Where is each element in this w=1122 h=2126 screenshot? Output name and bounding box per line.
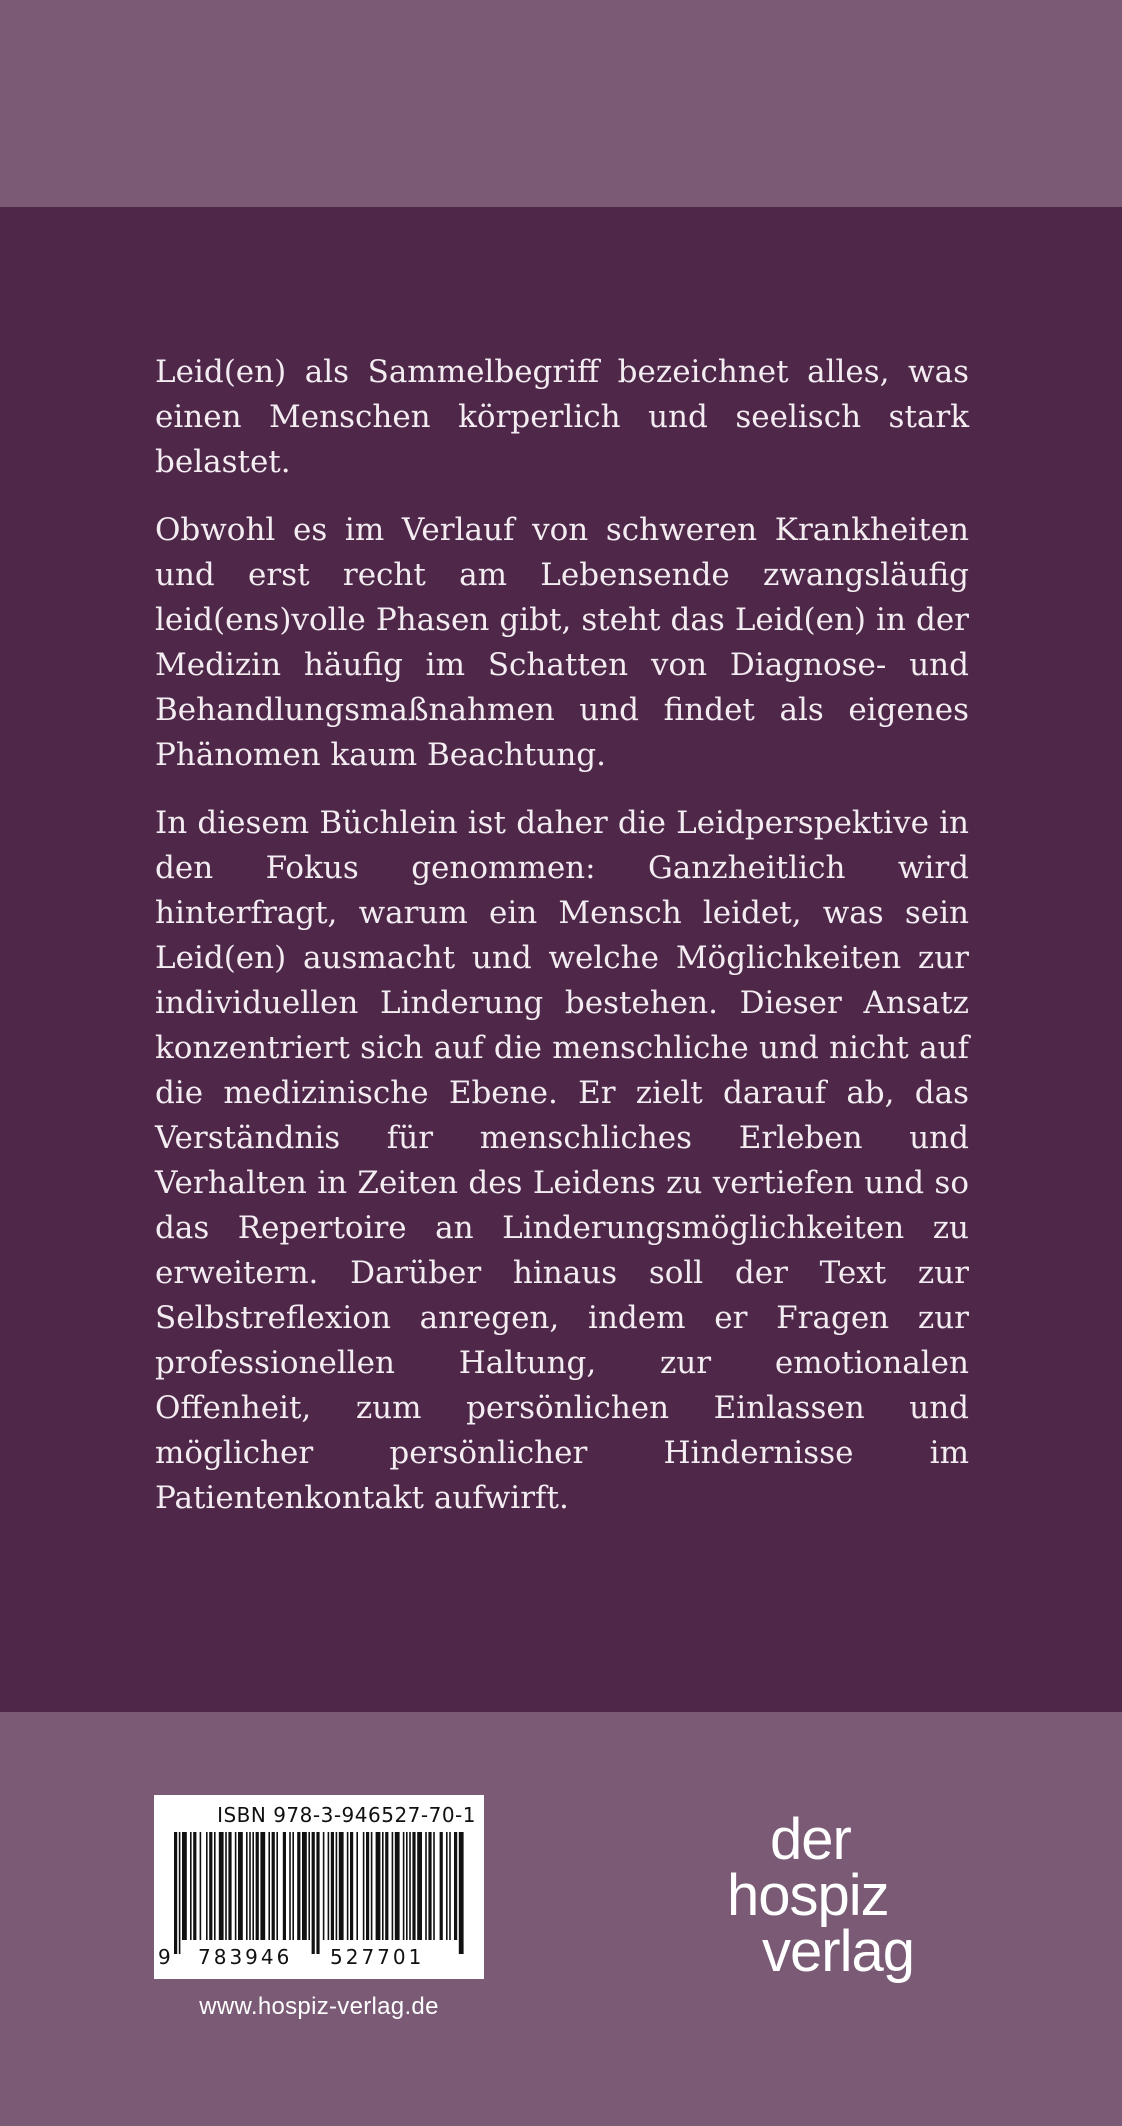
- barcode-bar: [174, 1832, 177, 1954]
- barcode-bar: [449, 1832, 451, 1940]
- barcode-bars: [174, 1832, 464, 1960]
- barcode-bar: [440, 1832, 443, 1940]
- barcode-bar: [425, 1832, 427, 1940]
- barcode-bar: [366, 1832, 369, 1940]
- barcode-bar: [292, 1832, 294, 1940]
- barcode-bar: [308, 1832, 310, 1940]
- barcode-bar: [246, 1832, 248, 1940]
- publisher-logo: [700, 1807, 930, 1984]
- barcode-bar: [395, 1832, 400, 1940]
- barcode-bar: [228, 1832, 231, 1940]
- barcode-bar: [235, 1832, 237, 1940]
- barcode-bar: [238, 1832, 243, 1940]
- logo-line-hospiz: hospiz: [727, 1863, 889, 1928]
- barcode-bar: [179, 1832, 181, 1954]
- barcode-bar: [260, 1832, 265, 1940]
- barcode-bar: [403, 1832, 405, 1940]
- logo-line-verlag: verlag: [762, 1919, 914, 1984]
- barcode-bar: [433, 1832, 435, 1940]
- barcode-bar: [268, 1832, 270, 1940]
- barcode-bar: [302, 1832, 307, 1940]
- barcode-digit-first: 9: [158, 1945, 171, 1969]
- barcode-bar: [209, 1832, 212, 1940]
- barcode-bar: [385, 1832, 388, 1940]
- barcode-bar: [249, 1832, 251, 1940]
- isbn-barcode: [154, 1795, 484, 1979]
- top-band: [0, 0, 1122, 207]
- barcode-bar: [323, 1832, 325, 1940]
- barcode-bar: [459, 1832, 464, 1954]
- blurb-paragraph-3: In diesem Büchlein ist daher die Leidperspektive in den Fokus genommen: Ganzheitlich wird hinterfragt, warum ein Mensch leidet, was sein Leid(en) ausmacht und welche Möglichkeiten zur individuellen Linderung bestehen. Dieser Ansatz konzentriert sich auf die menschliche und nicht auf die medizinische Ebene. Er zielt darauf ab, das Verständnis für menschliches Erleben und Verhalten in Zeiten des Leidens zu vertiefen und so das Repertoire an Linderungsmöglichkeiten zu erweitern. Darüber hinaus soll der Text zur Selbstreflexion anregen, indem er Fragen zur professionellen Haltung, zur emotionalen Offenheit, zum persönlichen Einlassen und möglicher persönlicher Hindernisse im Patientenkontakt aufwirft.: [155, 805, 969, 1516]
- barcode-bar: [252, 1832, 254, 1940]
- barcode-bar: [225, 1832, 227, 1940]
- barcode-bar: [219, 1832, 224, 1940]
- isbn-label: ISBN 978-3-946527-70-1: [217, 1803, 476, 1827]
- barcode-bar: [328, 1832, 330, 1940]
- barcode-bar: [356, 1832, 358, 1940]
- barcode-bar: [276, 1832, 278, 1940]
- barcode-bar: [376, 1832, 381, 1940]
- barcode-bar: [193, 1832, 196, 1940]
- barcode-bar: [190, 1832, 192, 1940]
- barcode-bar: [206, 1832, 208, 1940]
- barcode-bar: [363, 1832, 365, 1940]
- barcode-bar: [454, 1832, 457, 1940]
- barcode-bar: [428, 1832, 431, 1940]
- barcode-bar: [417, 1832, 422, 1940]
- blurb-paragraph-1: Leid(en) als Sammelbegriff bezeichnet alles, was einen Menschen körperlich und seelisch stark belastet.: [155, 354, 969, 480]
- barcode-bar: [406, 1832, 408, 1940]
- barcode-bar: [297, 1832, 300, 1940]
- logo-line-der: der: [770, 1807, 851, 1872]
- barcode-bar: [256, 1832, 259, 1940]
- barcode-bar: [412, 1832, 415, 1940]
- barcode-bar: [347, 1832, 349, 1940]
- barcode-bar: [371, 1832, 373, 1940]
- barcode-bar: [331, 1832, 334, 1940]
- barcode-bar: [272, 1832, 275, 1940]
- barcode-bar: [283, 1832, 286, 1940]
- barcode-bar: [182, 1832, 187, 1940]
- blurb-text: [155, 350, 969, 1544]
- barcode-bar: [316, 1832, 319, 1954]
- barcode-digits-left: 783946: [198, 1945, 293, 1969]
- barcode-bar: [336, 1832, 338, 1940]
- barcode-digits-right: 527701: [330, 1945, 425, 1969]
- barcode-bar: [339, 1832, 344, 1940]
- barcode-bar: [350, 1832, 353, 1940]
- blurb-paragraph-2: Obwohl es im Verlauf von schweren Krankheiten und erst recht am Lebensende zwangsläufig leid(ens)volle Phasen gibt, steht das Leid(en) in der Medizin häufig im Schatten von Diagnose- und Behandlungsmaßnahmen und findet als eigenes Phänomen kaum Beachtung.: [155, 512, 969, 773]
- barcode-bar: [289, 1832, 291, 1940]
- barcode-bar: [200, 1832, 202, 1940]
- barcode-bar: [392, 1832, 394, 1940]
- barcode-bar: [214, 1832, 216, 1940]
- publisher-website: www.hospiz-verlag.de: [199, 1993, 439, 2020]
- barcode-bar: [446, 1832, 448, 1940]
- barcode-bar: [409, 1832, 411, 1940]
- barcode-bar: [382, 1832, 384, 1940]
- barcode-bar: [312, 1832, 315, 1954]
